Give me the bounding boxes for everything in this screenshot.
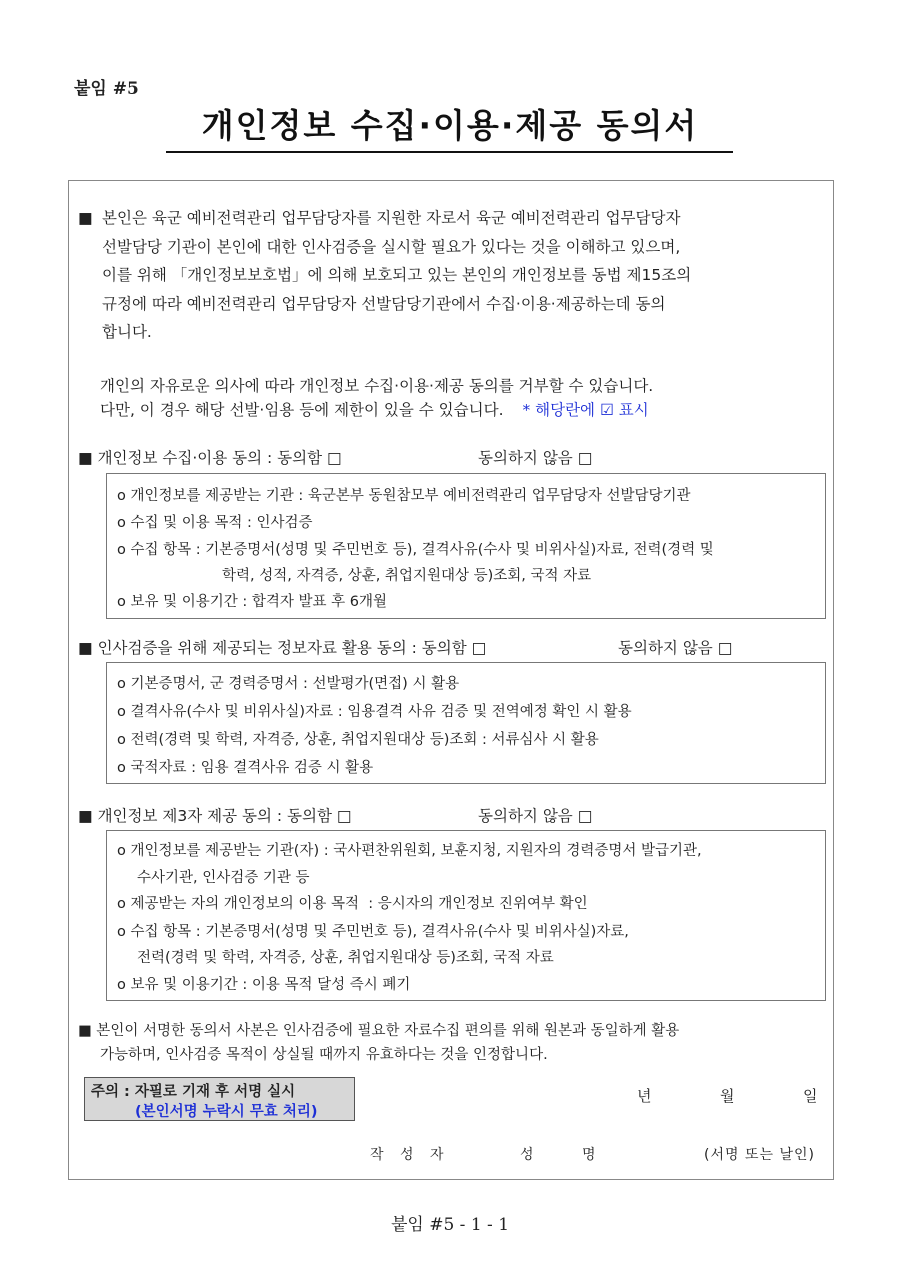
page-footer: 붙임 #5 - 1 - 1 bbox=[390, 1215, 510, 1235]
confirm-line-1: ■ 본인이 서명한 동의서 사본은 인사검증에 필요한 자료수집 편의를 위해 원본과 동일하게 활용 bbox=[78, 1023, 680, 1039]
list-item: o 국적자료 : 임용 결격사유 검증 시 활용 bbox=[117, 760, 374, 776]
list-item: o 개인정보를 제공받는 기관 : 육군본부 동원참모부 예비전력관리 업무담당자 선발담당기관 bbox=[117, 488, 691, 504]
intro-line: 규정에 따라 예비전력관리 업무담당자 선발담당기관에서 수집·이용·제공하는데 동의 bbox=[102, 294, 666, 313]
notice-box bbox=[84, 1077, 355, 1121]
confirm-line-2: 가능하며, 인사검증 목적이 상실될 때까지 유효하다는 것을 인정합니다. bbox=[100, 1047, 548, 1063]
title-underline bbox=[166, 151, 733, 153]
intro-line: 합니다. bbox=[102, 323, 152, 341]
list-item: o 보유 및 이용기간 : 이용 목적 달성 즉시 폐기 bbox=[117, 977, 411, 993]
name-label[interactable]: 성 명 bbox=[520, 1147, 618, 1163]
mark-note: * 해당란에 ☑ 표시 bbox=[522, 401, 649, 419]
date-month[interactable]: 월 bbox=[720, 1087, 735, 1105]
notice-line-1: 주의 : 자필로 기재 후 서명 실시 bbox=[91, 1084, 296, 1100]
refuse-paragraph bbox=[100, 374, 828, 422]
list-item: o 결격사유(수사 및 비위사실)자료 : 임용결격 사유 검증 및 전역예정 확인 시 활용 bbox=[117, 704, 632, 720]
section3-box bbox=[106, 830, 826, 1001]
notice-line-2: (본인서명 누락시 무효 처리) bbox=[135, 1104, 318, 1120]
date-year[interactable]: 년 bbox=[637, 1087, 652, 1105]
section3-disagree[interactable]: 동의하지 않음 □ bbox=[478, 807, 593, 825]
intro-line: 이를 위해 「개인정보보호법」에 의해 보호되고 있는 본인의 개인정보를 동법 제15조의 bbox=[102, 266, 692, 284]
list-item: o 수집 및 이용 목적 : 인사검증 bbox=[117, 515, 313, 531]
intro-paragraph bbox=[78, 204, 828, 347]
date-day[interactable]: 일 bbox=[803, 1087, 818, 1105]
intro-line: 선발담당 기관이 본인에 대한 인사검증을 실시할 필요가 있다는 것을 이해하고 있으며, bbox=[102, 237, 681, 256]
sign-note[interactable]: (서명 또는 날인) bbox=[704, 1147, 815, 1163]
attachment-label: 붙임 #5 bbox=[74, 79, 139, 99]
list-item: o 개인정보를 제공받는 기관(자) : 국사편찬위원회, 보훈지청, 지원자의 경력증명서 발급기관, bbox=[117, 843, 702, 859]
section1-heading: ■ 개인정보 수집·이용 동의 : 동의함 □ bbox=[78, 449, 342, 467]
list-item: 학력, 성적, 자격증, 상훈, 취업지원대상 등)조회, 국적 자료 bbox=[222, 568, 592, 584]
intro-bullet: ■ bbox=[78, 209, 93, 227]
refuse-line-1: 개인의 자유로운 의사에 따라 개인정보 수집·이용·제공 동의를 거부할 수 있습니다. bbox=[100, 377, 654, 395]
section3-heading: ■ 개인정보 제3자 제공 동의 : 동의함 □ bbox=[78, 807, 352, 825]
list-item: o 기본증명서, 군 경력증명서 : 선발평가(면접) 시 활용 bbox=[117, 676, 460, 692]
list-item: 수사기관, 인사검증 기관 등 bbox=[137, 870, 310, 886]
section1-disagree[interactable]: 동의하지 않음 □ bbox=[478, 449, 593, 467]
list-item: 전력(경력 및 학력, 자격증, 상훈, 취업지원대상 등)조회, 국적 자료 bbox=[137, 950, 554, 966]
writer-label: 작 성 자 bbox=[370, 1147, 450, 1163]
intro-line: 본인은 육군 예비전력관리 업무담당자를 지원한 자로서 육군 예비전력관리 업무담당자 bbox=[102, 209, 681, 227]
refuse-line-2: 다만, 이 경우 해당 선발·임용 등에 제한이 있을 수 있습니다. bbox=[100, 401, 504, 419]
section2-disagree[interactable]: 동의하지 않음 □ bbox=[618, 639, 733, 657]
list-item: o 수집 항목 : 기본증명서(성명 및 주민번호 등), 결격사유(수사 및 비위사실)자료, 전력(경력 및 bbox=[117, 542, 714, 558]
section2-heading: ■ 인사검증을 위해 제공되는 정보자료 활용 동의 : 동의함 □ bbox=[78, 639, 487, 657]
section1-box bbox=[106, 473, 826, 619]
list-item: o 보유 및 이용기간 : 합격자 발표 후 6개월 bbox=[117, 594, 387, 610]
page-title: 개인정보 수집·이용·제공 동의서 bbox=[201, 106, 699, 145]
list-item: o 전력(경력 및 학력, 자격증, 상훈, 취업지원대상 등)조회 : 서류심사 시 활용 bbox=[117, 732, 599, 748]
section2-box bbox=[106, 662, 826, 784]
list-item: o 수집 항목 : 기본증명서(성명 및 주민번호 등), 결격사유(수사 및 비위사실)자료, bbox=[117, 924, 629, 940]
list-item: o 제공받는 자의 개인정보의 이용 목적 : 응시자의 개인정보 진위여부 확인 bbox=[117, 896, 588, 912]
